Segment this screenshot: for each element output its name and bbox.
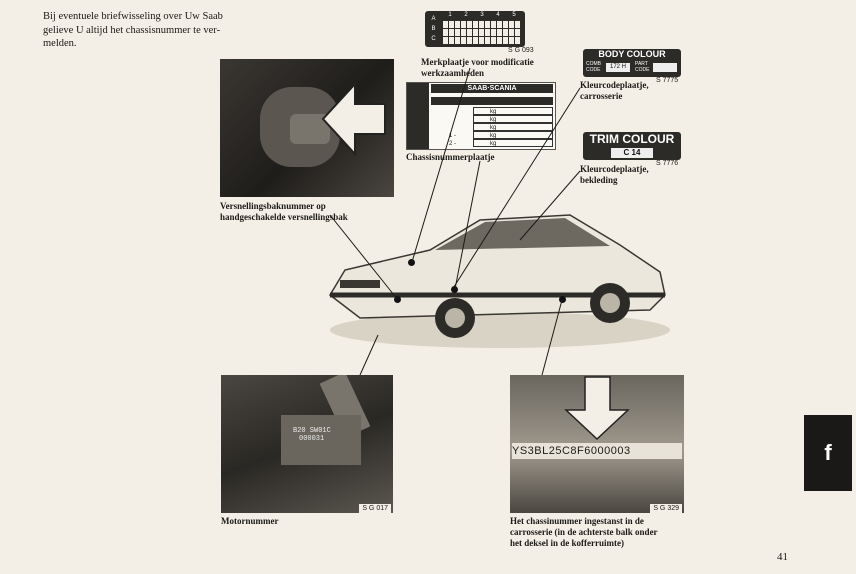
intro-line: gelieve U altijd het chassisnummer te ver-	[43, 24, 221, 36]
caption-line: het deksel in de kofferruimte)	[510, 538, 624, 548]
trim-colour-value: C 14	[611, 148, 653, 158]
caption-line: Kleurcodeplaatje,	[580, 164, 649, 174]
plate-row-label: B	[431, 26, 436, 32]
plate-row-label: A	[431, 16, 436, 22]
caption-line: werkzaamheden	[421, 68, 484, 78]
caption-line: Het chassinummer ingestanst in de	[510, 516, 644, 526]
caption-line: carrosserie	[580, 91, 623, 101]
axle-label: 2 -	[449, 141, 457, 147]
plate-code: S G 093	[508, 47, 534, 54]
body-stamp-code: S G 329	[650, 504, 682, 513]
plate-row-label: C	[431, 36, 436, 42]
trim-colour-title: TRIM COLOUR	[589, 132, 675, 146]
plate-col-label: 1	[448, 12, 452, 18]
body-colour-code: S 7775	[656, 77, 679, 84]
arrow-down-icon	[510, 375, 684, 445]
comb-label: COMB	[586, 61, 601, 67]
engine-stamp-line: 000031	[299, 435, 325, 443]
chassis-plate-unit: kg	[473, 123, 553, 131]
part-code-label: CODE	[635, 67, 650, 73]
chassis-plate-unit: kg	[473, 115, 553, 123]
axle-label: 1 -	[449, 133, 457, 139]
caption-line: bekleding	[580, 175, 618, 185]
chassis-plate-brand: SAAB·SCANIA	[431, 84, 553, 93]
chassis-plate-unit: kg	[473, 107, 553, 115]
vin-stamp: YS3BL25C8F6000003	[512, 443, 682, 459]
intro-line: melden.	[43, 38, 77, 49]
plate-col-label: 3	[480, 12, 484, 18]
plate-col-label: 2	[464, 12, 468, 18]
intro-line: Bij eventuele briefwisseling over Uw Saab	[43, 11, 223, 22]
body-colour-title: BODY COLOUR	[598, 49, 666, 59]
caption-line: handgeschakelde versnellingsbak	[220, 212, 348, 222]
code-label: CODE	[586, 67, 601, 73]
engine-caption: Motornummer	[221, 516, 279, 526]
body-stamp-photo	[510, 375, 684, 513]
engine-stamp-line: B20 SW01C	[293, 427, 331, 435]
caption-line: Merkplaatje voor modificatie	[421, 57, 534, 67]
body-colour-value: 172 H	[606, 63, 630, 72]
plate-col-label: 4	[496, 12, 500, 18]
caption-line: Versnellingsbaknummer op	[220, 201, 326, 211]
page-number: 41	[777, 551, 788, 563]
engine-code: S G 017	[359, 504, 391, 513]
caption-line: carrosserie (in de achterste balk onder	[510, 527, 658, 537]
part-label: PART	[635, 61, 648, 67]
plate-col-label: 5	[512, 12, 516, 18]
caption-line: Kleurcodeplaatje,	[580, 80, 649, 90]
chassis-plate-caption: Chassisnummerplaatje	[406, 152, 495, 162]
trim-colour-code: S 7776	[656, 160, 679, 167]
chassis-plate-unit: kg	[473, 131, 553, 139]
chassis-plate-unit: kg	[473, 139, 553, 147]
engine-photo	[221, 375, 393, 513]
section-tab[interactable]: f	[804, 415, 852, 491]
body-stamp-caption	[510, 516, 658, 549]
